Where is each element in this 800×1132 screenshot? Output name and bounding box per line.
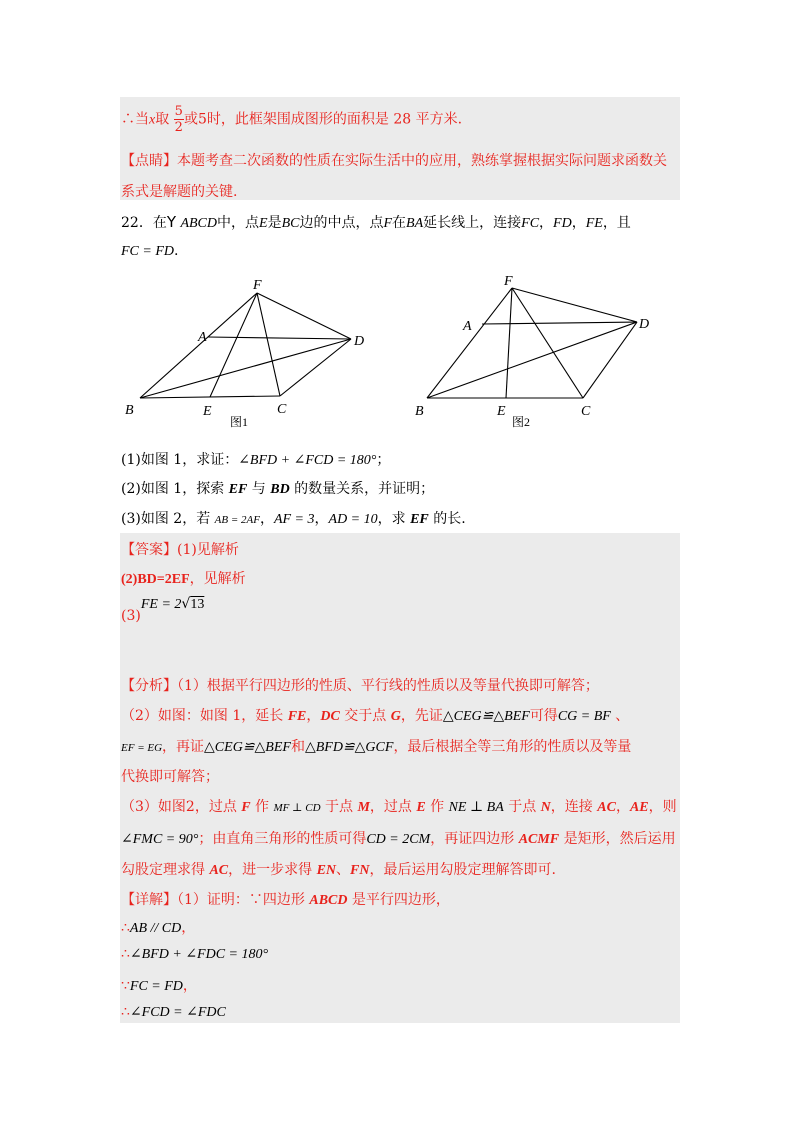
label-F: F xyxy=(253,278,262,293)
problem-line-1: 22．在Y ABCD中，点E是BC边的中点，点F在BA延长线上，连接FC，FD，FE，且 xyxy=(121,213,631,231)
dianjing-text-2: 系式是解题的关键. xyxy=(121,184,238,200)
analysis-line-6: ∠FMC = 90°；由直角三角形的性质可得CD = 2CM，再证四边形 ACMF 是矩形，然后运用 xyxy=(121,831,676,847)
detail-line-3: ∴∠BFD + ∠FDC = 180° xyxy=(121,946,269,962)
label-F: F xyxy=(504,274,513,289)
analysis-line-4: 代换即可解答； xyxy=(121,769,219,785)
segment-FD xyxy=(257,293,351,339)
detail-line-1: 【详解】（1）证明：∵四边形 ABCD 是平行四边形， xyxy=(121,892,450,908)
segment-CD xyxy=(583,322,637,398)
analysis-line-3: EF = EG，再证△CEG≌△BEF和△BFD≌△GCF，最后根据全等三角形的性质以及等量 xyxy=(121,739,632,755)
fig2-caption: 图2 xyxy=(512,415,531,429)
top-answer-rest: 时，此框架围成图形的面积是 28 平方米. xyxy=(206,111,463,128)
figure-2-diagram xyxy=(405,270,675,435)
answer-line-2: (2)BD=2EF，见解析 xyxy=(121,571,246,587)
label-A: A xyxy=(198,330,207,345)
segment-AD xyxy=(482,322,637,324)
detail-line-4: ∵FC = FD， xyxy=(121,978,197,994)
analysis-label: 【分析】 xyxy=(121,678,177,694)
figure-1-diagram xyxy=(120,275,380,435)
dianjing-label: 【点睛】 xyxy=(121,153,177,169)
label-B: B xyxy=(415,404,424,419)
answer-line-3: (3)FE = 2√13 xyxy=(121,596,205,624)
question-3: (3)如图 2，若 AB = 2AF，AF = 3，AD = 10，求 EF 的长. xyxy=(121,511,466,527)
analysis-line-5: （3）如图2，过点 F 作 MF ⊥ CD 于点 M，过点 E 作 NE ⊥ BA 于点 N，连接 AC，AE，则 xyxy=(121,799,677,815)
dianjing-line-2 xyxy=(121,181,237,201)
label-A: A xyxy=(463,319,472,334)
dianjing-line-1 xyxy=(121,150,667,170)
detail-line-2: ∴AB // CD， xyxy=(121,920,196,936)
segment-BD xyxy=(427,322,637,398)
label-C: C xyxy=(277,402,287,417)
segment-BA xyxy=(140,293,257,398)
segment-CD xyxy=(280,339,351,396)
answer-line-1: 【答案】(1)见解析 xyxy=(121,542,239,558)
question-2: (2)如图 1，探索 EF 与 BD 的数量关系，并证明； xyxy=(121,481,435,497)
fraction-five-halves: $\frac{5}{2}$ xyxy=(174,104,183,135)
segment-BF xyxy=(427,288,512,398)
label-E: E xyxy=(203,404,212,419)
detail-label: 【详解】 xyxy=(121,892,177,908)
segment-FC xyxy=(257,293,280,396)
var-x: x xyxy=(149,112,156,128)
segment-FE xyxy=(506,288,512,398)
segment-FE xyxy=(210,293,257,397)
dianjing-text-1: 本题考查二次函数的性质在实际生活中的应用，熟练掌握根据实际问题求函数关 xyxy=(177,153,667,169)
detail-line-5: ∴∠FCD = ∠FDC xyxy=(121,1004,226,1020)
label-D: D xyxy=(639,317,650,332)
label-E: E xyxy=(497,404,506,419)
fc-equals-fd: FC = FD xyxy=(121,244,174,259)
analysis-line-1: 【分析】（1）根据平行四边形的性质、平行线的性质以及等量代换即可解答； xyxy=(121,678,599,694)
label-D: D xyxy=(354,334,365,349)
label-B: B xyxy=(125,403,134,418)
therefore-text: ∴当 xyxy=(121,111,149,128)
take-text: 取 xyxy=(155,111,170,128)
segment-BD xyxy=(140,339,351,398)
problem-line-2: FC = FD. xyxy=(121,243,179,259)
question-1: (1)如图 1，求证：∠BFD + ∠FCD = 180°； xyxy=(121,452,391,468)
analysis-line-2: （2）如图：如图 1，延长 FE，DC 交于点 G，先证△CEG≌△BEF可得CG = BF 、 xyxy=(121,708,630,724)
top-answer-line xyxy=(121,104,462,135)
or-text: 或 xyxy=(183,111,198,128)
label-C: C xyxy=(581,404,591,419)
five-text: 5 xyxy=(197,111,207,128)
analysis-line-7: 勾股定理求得 AC，进一步求得 EN、FN，最后运用勾股定理解答即可. xyxy=(121,862,556,878)
answer-label: 【答案】 xyxy=(121,542,177,558)
fig1-caption: 图1 xyxy=(230,415,249,429)
segment-AD xyxy=(208,337,351,339)
